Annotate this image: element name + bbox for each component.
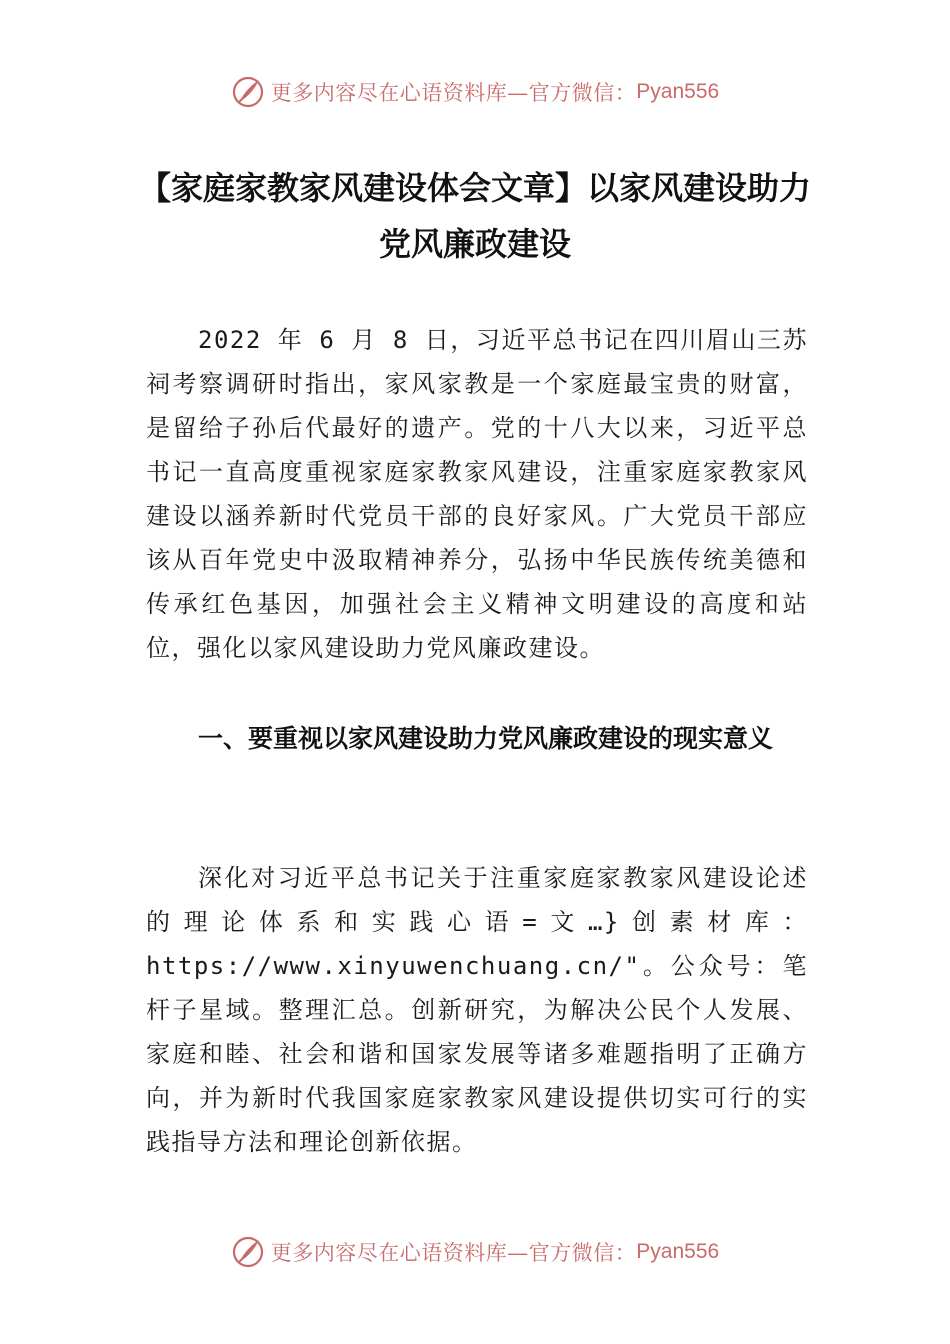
- quill-logo-icon: [231, 75, 265, 109]
- body-paragraph-2: 深化对习近平总书记关于注重家庭家教家风建设论述的理论体系和实践心语=文…}创素材库：https://www.xinyuwenchuang.cn/"。公众号：笔杆子星域。整理汇总。创新研究，为解决公民个人发展、家庭和睦、社会和谐和国家发展等诸多难题指明了正确方向，并为新时代我国家庭家教家风建设提供切实可行的实践指导方法和理论创新依据。: [146, 864, 808, 1156]
- watermark-text: 更多内容尽在心语资料库—官方微信：: [270, 81, 637, 105]
- watermark-text: 更多内容尽在心语资料库—官方微信：: [270, 1241, 637, 1265]
- document-title: 【家庭家教家风建设体会文章】以家风建设助力党风廉政建设: [138, 169, 811, 263]
- quill-logo-icon: [231, 1235, 265, 1269]
- watermark-banner-bottom: [0, 1232, 950, 1272]
- body-paragraph-1: 2022 年 6 月 8 日，习近平总书记在四川眉山三苏祠考察调研时指出，家风家教是一个家庭最宝贵的财富，是留给子孙后代最好的遗产。党的十八大以来，习近平总书记一直高度重视家庭家教家风建设，注重家庭家教家风建设以涵养新时代党员干部的良好家风。广大党员干部应该从百年党史中汲取精神养分，弘扬中华民族传统美德和传承红色基因，加强社会主义精神文明建设的高度和站位，强化以家风建设助力党风廉政建设。: [146, 326, 808, 662]
- section-heading-1: 一、要重视以家风建设助力党风廉政建设的现实意义: [198, 724, 774, 753]
- watermark-wechat-id: Pyan556: [636, 1240, 720, 1263]
- watermark-banner-top: [0, 72, 950, 112]
- watermark-wechat-id: Pyan556: [636, 80, 720, 103]
